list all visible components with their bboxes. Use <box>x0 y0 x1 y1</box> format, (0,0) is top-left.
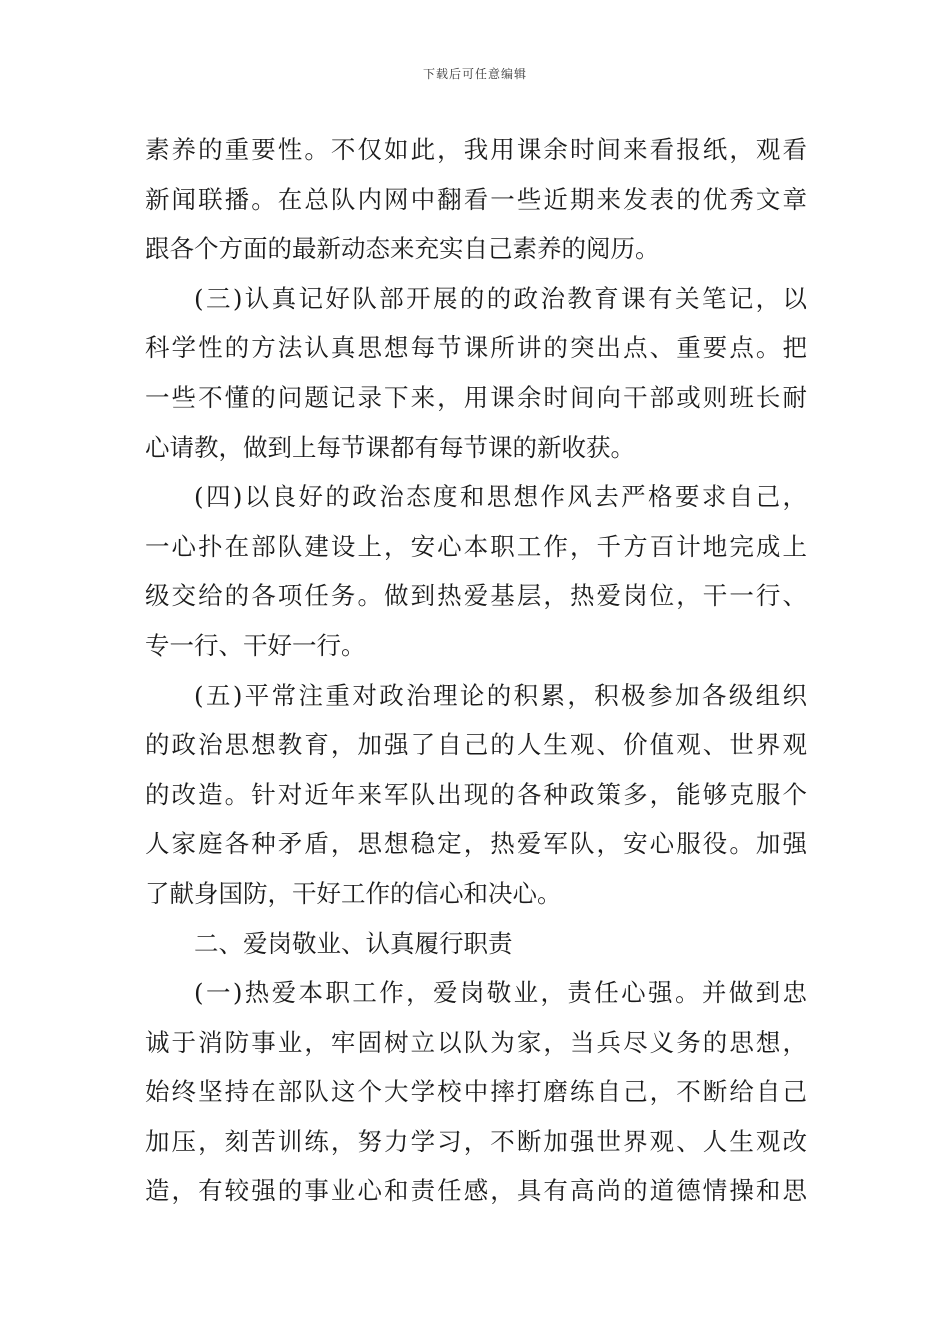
text-line: 素养的重要性。不仅如此，我用课余时间来看报纸，观看 <box>145 135 807 164</box>
text-line: 诚于消防事业，牢固树立以队为家，当兵尽义务的思想， <box>145 1027 807 1057</box>
section-heading: 二、爱岗敬业、认真履行职责 <box>194 928 513 958</box>
text-line: 一些不懂的问题记录下来，用课余时间向干部或则班长耐 <box>145 382 807 412</box>
text-line: 了献身国防，干好工作的信心和决心。 <box>145 878 562 908</box>
text-line: 专一行、干好一行。 <box>145 630 366 660</box>
text-line: 造，有较强的事业心和责任感，具有高尚的道德情操和思 <box>145 1176 807 1206</box>
text-line: 新闻联播。在总队内网中翻看一些近期来发表的优秀文章 <box>145 184 807 214</box>
text-line: 跟各个方面的最新动态来充实自己素养的阅历。 <box>145 234 660 264</box>
text-line: 人家庭各种矛盾，思想稳定，热爱军队，安心服役。加强 <box>145 829 807 859</box>
paragraph-start-line: (一)热爱本职工作，爱岗敬业，责任心强。并做到忠 <box>194 978 807 1008</box>
text-line: 加压，刻苦训练，努力学习，不断加强世界观、人生观改 <box>145 1126 807 1156</box>
text-line: 始终坚持在部队这个大学校中摔打磨练自己，不断给自己 <box>145 1077 807 1107</box>
text-line: 的改造。针对近年来军队出现的各种政策多，能够克服个 <box>145 779 807 809</box>
text-line: 科学性的方法认真思想每节课所讲的突出点、重要点。把 <box>145 333 807 363</box>
text-line: 级交给的各项任务。做到热爱基层，热爱岗位，干一行、 <box>145 581 807 611</box>
text-line: 的政治思想教育，加强了自己的人生观、价值观、世界观 <box>145 730 807 760</box>
paragraph-start-line: (四)以良好的政治态度和思想作风去严格要求自己， <box>194 482 807 512</box>
page-header: 下载后可任意编辑 <box>422 67 527 81</box>
document-body <box>145 125 807 1216</box>
paragraph-start-line: (五)平常注重对政治理论的积累，积极参加各级组织 <box>194 680 807 710</box>
text-line: 心请教，做到上每节课都有每节课的新收获。 <box>145 432 635 462</box>
text-line: 一心扑在部队建设上，安心本职工作，千方百计地完成上 <box>145 531 807 561</box>
paragraph-start-line: (三)认真记好队部开展的的政治教育课有关笔记，以 <box>194 283 807 313</box>
